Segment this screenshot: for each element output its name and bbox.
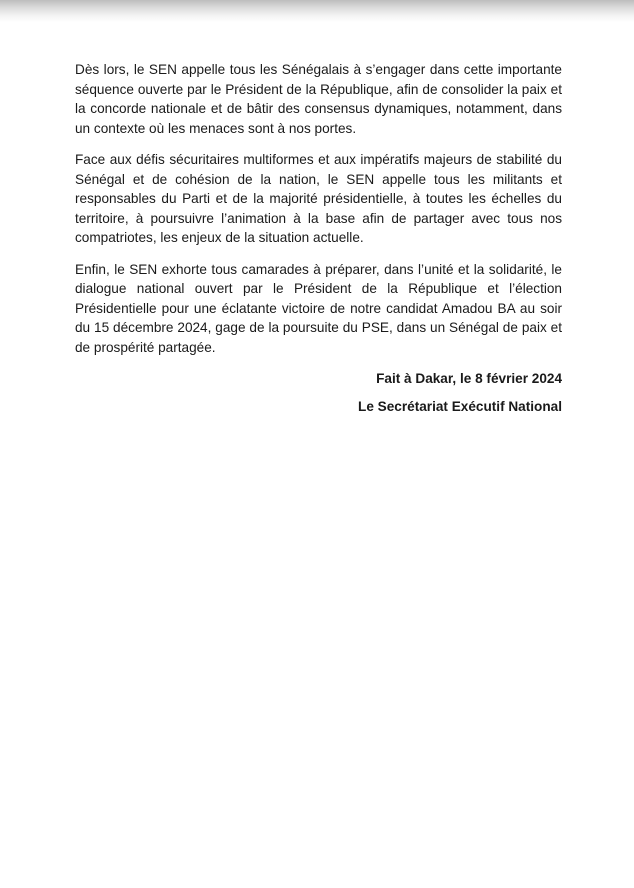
signature-block [75, 369, 562, 416]
paragraph-security-challenges: Face aux défis sécuritaires multiformes et aux impératifs majeurs de stabilité du Sénégal et de cohésion de la nation, le SEN appelle tous les militants et responsables du Parti et de la majorité présidentielle, à toutes les échelles du territoire, à poursuivre l’animation à la base afin de partager avec tous nos compatriotes, les enjeux de la situation actuelle. [75, 152, 562, 245]
signature-organization: Le Secrétariat Exécutif National [358, 398, 562, 414]
scan-top-shadow [0, 0, 634, 22]
letter-body [75, 60, 562, 416]
paragraph-call-to-engage: Dès lors, le SEN appelle tous les Sénégalais à s’engager dans cette importante séquence ouverte par le Président de la République, afin de consolider la paix et la concorde nationale et de bâtir des consensus dynamiques, notamment, dans un contexte où les menaces sont à nos portes. [75, 62, 562, 136]
signature-place-date: Fait à Dakar, le 8 février 2024 [376, 371, 562, 386]
paragraph-exhortation: Enfin, le SEN exhorte tous camarades à préparer, dans l’unité et la solidarité, le dialogue national ouvert par le Président de la République et l’élection Présidentielle pour une éclatante victoire de notre candidat Amadou BA au soir du 15 décembre 2024, gage de la poursuite du PSE, dans un Sénégal de paix et de prospérité partagée. [75, 261, 562, 355]
